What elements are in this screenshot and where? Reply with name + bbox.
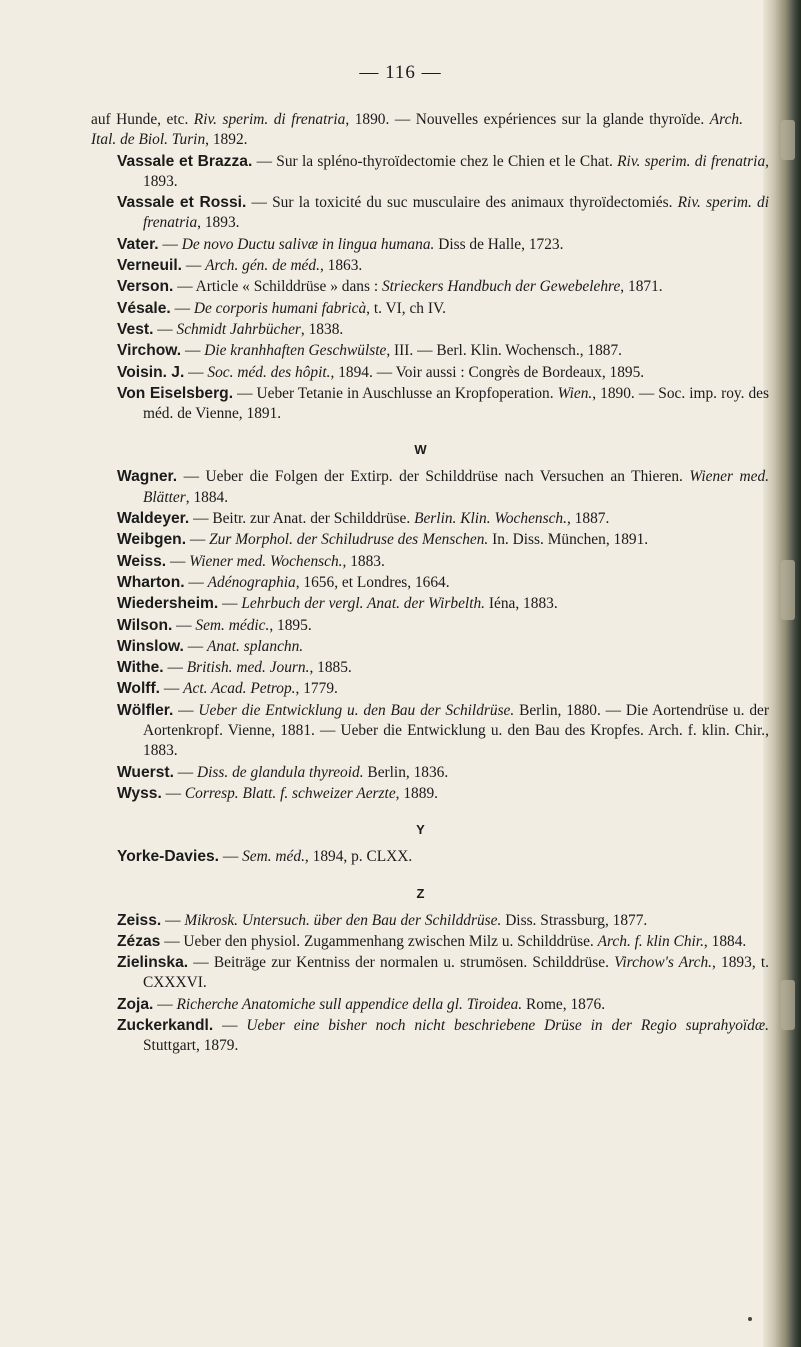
- entry-journal: Act. Acad. Petrop.: [183, 680, 296, 698]
- entry-text: —: [163, 659, 187, 677]
- entry-journal: Wien.: [557, 384, 593, 402]
- entry-text: , 1884.: [185, 488, 229, 506]
- entry-text: , 1890. — Nouvelles expériences sur la glande thyroïde.: [345, 111, 710, 128]
- entry-journal: Zur Morphol. der Schiludruse des Menschen.: [209, 531, 489, 549]
- entry-text: —: [161, 784, 185, 802]
- bibliography-entry: [117, 637, 769, 657]
- entry-journal: Riv. sperim. di frenatria: [193, 111, 346, 128]
- entry-text: — Article « Schilddrüse » dans :: [173, 278, 382, 296]
- bibliography-entry: [117, 256, 769, 276]
- entry-text: , 1656, et Londres, 1664.: [295, 573, 450, 591]
- entry-text: , 1894, p. CLXX.: [304, 848, 413, 866]
- entry-journal: Ueber die Entwicklung u. den Bau der Schildrüse.: [198, 701, 515, 719]
- entry-text: Diss. Strassburg, 1877.: [501, 911, 648, 929]
- entry-text: In. Diss. München, 1891.: [488, 531, 649, 549]
- entry-journal: British. med. Journ.: [186, 659, 310, 677]
- entry-text: , 1895.: [269, 616, 312, 634]
- page-number-header: — 116 —: [359, 62, 442, 83]
- entry-author: Zielinska.: [117, 954, 189, 972]
- entry-text: , 1779.: [295, 680, 338, 698]
- bibliography-entry: [117, 152, 769, 193]
- entry-author: Wuerst.: [117, 763, 174, 781]
- entry-text: , 1871.: [620, 278, 663, 296]
- entry-author: Voisin. J.: [117, 363, 185, 381]
- entry-author: Zeiss.: [117, 911, 162, 929]
- entry-journal: Schmidt Jahrbücher: [176, 320, 301, 338]
- entry-journal: Sem. méd.: [242, 848, 305, 866]
- entry-journal: Adénographia: [207, 573, 296, 591]
- entry-text: Berlin, 1836.: [363, 763, 449, 781]
- entry-text: Diss de Halle, 1723.: [434, 235, 564, 253]
- entry-author: Winslow.: [117, 637, 184, 655]
- entry-text: — Beitr. zur Anat. der Schilddrüse.: [189, 510, 415, 528]
- entry-author: Virchow.: [117, 342, 182, 360]
- entry-text: , 1893.: [143, 152, 770, 190]
- entry-journal: Riv. sperim. di frenatria: [617, 152, 766, 170]
- entry-text: —: [158, 235, 182, 253]
- entry-journal: Arch. gén. de méd.: [205, 257, 320, 275]
- ink-dot: [748, 1317, 752, 1321]
- entry-journal: Soc. méd. des hôpit.: [207, 363, 331, 381]
- bibliography-entry: [117, 784, 769, 804]
- bibliography-entry: [117, 341, 769, 361]
- entry-text: —: [153, 320, 177, 338]
- entry-text: , t. VI, ch IV.: [366, 299, 446, 317]
- entry-text: , 1863.: [319, 257, 363, 275]
- entry-journal: Strieckers Handbuch der Gewebelehre: [381, 278, 621, 296]
- entry-author: Wölfler.: [117, 701, 174, 719]
- entry-text: , 1892.: [205, 131, 248, 149]
- entry-text: —: [173, 701, 199, 719]
- bibliography-entry: [117, 911, 769, 931]
- entry-author: Wharton.: [117, 573, 185, 591]
- entry-text: —: [182, 257, 206, 275]
- bibliography-entry: [117, 953, 769, 994]
- entry-text: , 1883.: [342, 552, 385, 570]
- continued-entry: [91, 110, 743, 151]
- bibliography-entry: [117, 530, 769, 550]
- entry-text: —: [166, 552, 190, 570]
- bibliography-entry: [117, 763, 769, 783]
- entry-author: Wolff.: [117, 680, 161, 698]
- entry-author: Wiedersheim.: [117, 595, 219, 613]
- bibliography-entry: [117, 320, 769, 340]
- entry-journal: Virchow's Arch.: [614, 954, 712, 972]
- entry-journal: Riv. sperim. di frenatria: [143, 194, 769, 232]
- entry-journal: Die kranhhaften Geschwülste: [204, 342, 387, 360]
- bibliography-entry: [117, 679, 769, 699]
- entry-journal: Wiener med. Blätter: [143, 468, 769, 506]
- entry-text: —: [161, 911, 185, 929]
- entry-text: —: [218, 595, 242, 613]
- entry-text: —: [153, 995, 177, 1013]
- entry-text: auf Hunde, etc.: [91, 111, 194, 128]
- bibliography-entry: [117, 847, 769, 867]
- entry-text: , 1884.: [703, 932, 747, 950]
- entry-text: — Ueber Tetanie in Auschlusse an Kropfoperation.: [233, 384, 558, 402]
- entry-text: —: [184, 363, 208, 381]
- bibliography-entry: [117, 932, 769, 952]
- entry-text: —: [183, 637, 207, 655]
- entry-journal: Arch. f. klin Chir.: [597, 932, 704, 950]
- entry-journal: Corresp. Blatt. f. schweizer Aerzte: [184, 784, 396, 802]
- bibliography-entry: [117, 193, 769, 234]
- entry-text: —: [213, 1016, 247, 1034]
- entry-journal: Mikrosk. Untersuch. über den Bau der Schilddrüse.: [184, 911, 502, 929]
- section-letter: Z: [416, 885, 425, 901]
- entry-text: —: [160, 680, 184, 698]
- entry-author: Wyss.: [117, 784, 162, 802]
- entry-text: , 1893.: [197, 214, 240, 232]
- entry-author: Von Eiselsberg.: [117, 384, 234, 402]
- section-letter: Y: [416, 822, 425, 838]
- entry-author: Vassale et Brazza.: [117, 152, 253, 170]
- entry-author: Vater.: [117, 235, 159, 253]
- entry-text: , 1894. — Voir aussi : Congrès de Bordeaux, 1895.: [330, 363, 645, 381]
- entry-author: Weiss.: [117, 552, 167, 570]
- entry-journal: Sem. médic.: [195, 616, 270, 634]
- entry-text: , 1838.: [300, 320, 344, 338]
- entry-text: Rome, 1876.: [522, 995, 606, 1013]
- entry-text: —: [186, 531, 210, 549]
- entry-author: Wilson.: [117, 616, 173, 634]
- entry-journal: Richerche Anatomiche sull appendice della gl. Tiroidea.: [176, 995, 523, 1013]
- entry-text: Stuttgart, 1879.: [143, 1037, 239, 1055]
- entry-text: — Ueber den physiol. Zugammenhang zwischen Milz u. Schilddrüse.: [160, 932, 598, 950]
- bibliography-entry: [117, 573, 769, 593]
- entry-journal: De novo Ductu salivæ in lingua humana.: [181, 235, 435, 253]
- entry-journal: Wiener med. Wochensch.: [189, 552, 343, 570]
- entry-journal: Arch. Ital. de Biol. Turin: [91, 111, 743, 149]
- entry-text: , III. — Berl. Klin. Wochensch., 1887.: [386, 342, 623, 360]
- entry-text: , 1889.: [395, 784, 438, 802]
- bibliography-body: [0, 110, 801, 1058]
- bibliography-entry: [117, 594, 769, 614]
- entry-text: —: [173, 763, 197, 781]
- entry-author: Vassale et Rossi.: [117, 194, 247, 212]
- entry-text: , 1887.: [566, 510, 610, 528]
- entry-text: — Sur la toxicité du suc musculaire des animaux thyroïdectomiés.: [246, 194, 678, 212]
- entry-author: Verson.: [117, 278, 174, 296]
- section-letter: W: [414, 442, 427, 458]
- entry-journal: Berlin. Klin. Wochensch.: [414, 510, 567, 528]
- entry-text: —: [172, 616, 196, 634]
- entry-text: —: [219, 848, 243, 866]
- entry-author: Zuckerkandl.: [117, 1016, 214, 1034]
- bibliography-entry: [117, 235, 769, 255]
- entry-author: Vésale.: [117, 299, 171, 317]
- entry-author: Vest.: [117, 320, 154, 338]
- entry-journal: Diss. de glandula thyreoid.: [197, 763, 364, 781]
- entry-author: Withe.: [117, 659, 164, 677]
- bibliography-entry: [117, 658, 769, 678]
- bibliography-entry: [117, 299, 769, 319]
- entry-text: — Ueber die Folgen der Extirp. der Schilddrüse nach Versuchen an Thieren.: [177, 468, 690, 486]
- bibliography-entry: [117, 467, 769, 508]
- bibliography-entry: [117, 1016, 769, 1057]
- bibliography-entry: [117, 277, 769, 297]
- entry-text: — Sur la spléno-thyroïdectomie chez le Chien et le Chat.: [252, 152, 618, 170]
- entry-text: — Beiträge zur Kentniss der normalen u. strumösen. Schilddrüse.: [188, 954, 615, 972]
- bibliography-entry: [117, 616, 769, 636]
- entry-text: , 1885.: [309, 659, 352, 677]
- bibliography-entry: [117, 552, 769, 572]
- entry-author: Waldeyer.: [117, 510, 190, 528]
- entry-author: Zézas: [117, 932, 161, 950]
- bibliography-entry: [117, 995, 769, 1015]
- entry-text: —: [181, 342, 205, 360]
- entry-author: Yorke-Davies.: [117, 848, 219, 866]
- entry-journal: De corporis humani fabricà: [193, 299, 367, 317]
- entry-journal: Ueber eine bisher noch nicht beschriebene Drüse in der Regio suprahyoïdæ.: [246, 1016, 769, 1034]
- entry-author: Zoja.: [117, 995, 154, 1013]
- entry-text: Berlin, 1880. — Die Aortendrüse u. der Aortenkropf. Vienne, 1881. — Ueber die Entwicklung u. den Bau des Kropfes. Arch. f. klin. Chir., 1883.: [143, 701, 769, 760]
- bibliography-entry: [117, 509, 769, 529]
- bibliography-entry: [117, 384, 769, 425]
- entry-text: —: [184, 573, 208, 591]
- entry-author: Weibgen.: [117, 531, 187, 549]
- entry-text: , 1890. — Soc. imp. roy. des méd. de Vienne, 1891.: [143, 384, 769, 423]
- entry-author: Wagner.: [117, 468, 178, 486]
- entry-journal: Lehrbuch der vergl. Anat. der Wirbelth.: [241, 595, 486, 613]
- bibliography-entry: [117, 701, 769, 762]
- entry-text: —: [170, 299, 194, 317]
- bibliography-entry: [117, 363, 769, 383]
- entry-text: , 1893, t. CXXXVI.: [143, 954, 769, 992]
- entry-text: Iéna, 1883.: [485, 595, 558, 613]
- entry-journal: Anat. splanchn.: [206, 637, 304, 655]
- entry-author: Verneuil.: [117, 257, 183, 275]
